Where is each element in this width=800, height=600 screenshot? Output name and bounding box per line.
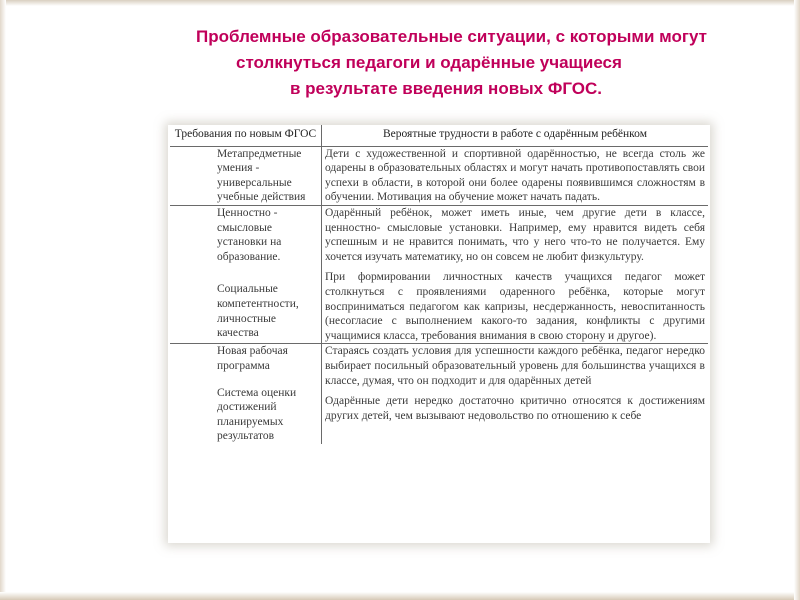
frame-edge-top	[0, 0, 800, 6]
difficulty-text: Одарённые дети нередко достаточно критично относятся к достижениям других детей, чем вызывают недовольство по отношению к себе	[325, 395, 705, 422]
requirement-text: Система оценки достижений планируемых результатов	[217, 386, 297, 443]
title-line-1: Проблемные образовательные ситуации, с которыми могут	[196, 27, 707, 46]
title-line-3: в результате введения новых ФГОС.	[290, 79, 602, 98]
frame-edge-bottom	[0, 592, 800, 600]
title-line-2: столкнуться педагоги и одарённые учащиеся	[236, 53, 622, 72]
requirement-text: Новая рабочая программа	[217, 345, 288, 372]
requirement-text: Ценностно - смысловые установки на образование.	[217, 206, 282, 263]
requirement-text: Метапредметные умения - универсальные учебные действия	[217, 147, 306, 204]
requirement-cell	[170, 146, 322, 205]
difficulty-text: Дети с художественной и спортивной одарённостью, не всегда столь же одарены в образовательных областях и могут начать противопоставлять свои успехи в области, в которой они более одарены появившимся сложностям в обучении. Мотивация на обучение может начать падать.	[325, 147, 705, 204]
difficulty-cell	[322, 344, 709, 444]
requirement-cell	[170, 205, 322, 343]
table-row	[170, 205, 708, 343]
requirement-text: Социальные компетентности, личностные качества	[217, 283, 299, 340]
frame-edge-left	[0, 0, 6, 600]
table-row	[170, 344, 708, 444]
scanned-document	[168, 125, 710, 543]
header-difficulties: Вероятные трудности в работе с одарённым ребёнком	[322, 125, 709, 146]
header-requirements: Требования по новым ФГОС	[170, 125, 322, 146]
frame-edge-right	[794, 0, 800, 600]
difficulty-cell	[322, 205, 709, 343]
difficulty-text: Стараясь создать условия для успешности каждого ребёнка, педагог нередко выбирает посильный образовательный уровень для большинства учащихся в классе, думая, что он подходит и для одарённых детей	[325, 345, 705, 387]
difficulty-cell	[322, 146, 709, 205]
table-header-row	[170, 125, 708, 146]
difficulties-table	[170, 125, 708, 444]
slide-title	[150, 24, 790, 102]
difficulty-text: Одарённый ребёнок, может иметь иные, чем другие дети в классе, ценностно- смысловые установки. Например, ему нравится видеть себя успешным и не нравится понимать, что у него что-то не получается. Ему хочется изучать математику, но он совсем не любит физкультуру.	[325, 206, 705, 263]
table-row	[170, 146, 708, 205]
difficulty-text: При формировании личностных качеств учащихся педагог может столкнуться с проявлениями одаренного ребёнка, которые могут восприниматься педагогом как капризы, несдержанность, невоспитанность (несогласие с выполнением какого-то задания, конфликты с другими учащимися класса, требования внимания в свою сторону и другое).	[325, 271, 705, 342]
requirement-cell	[170, 344, 322, 444]
